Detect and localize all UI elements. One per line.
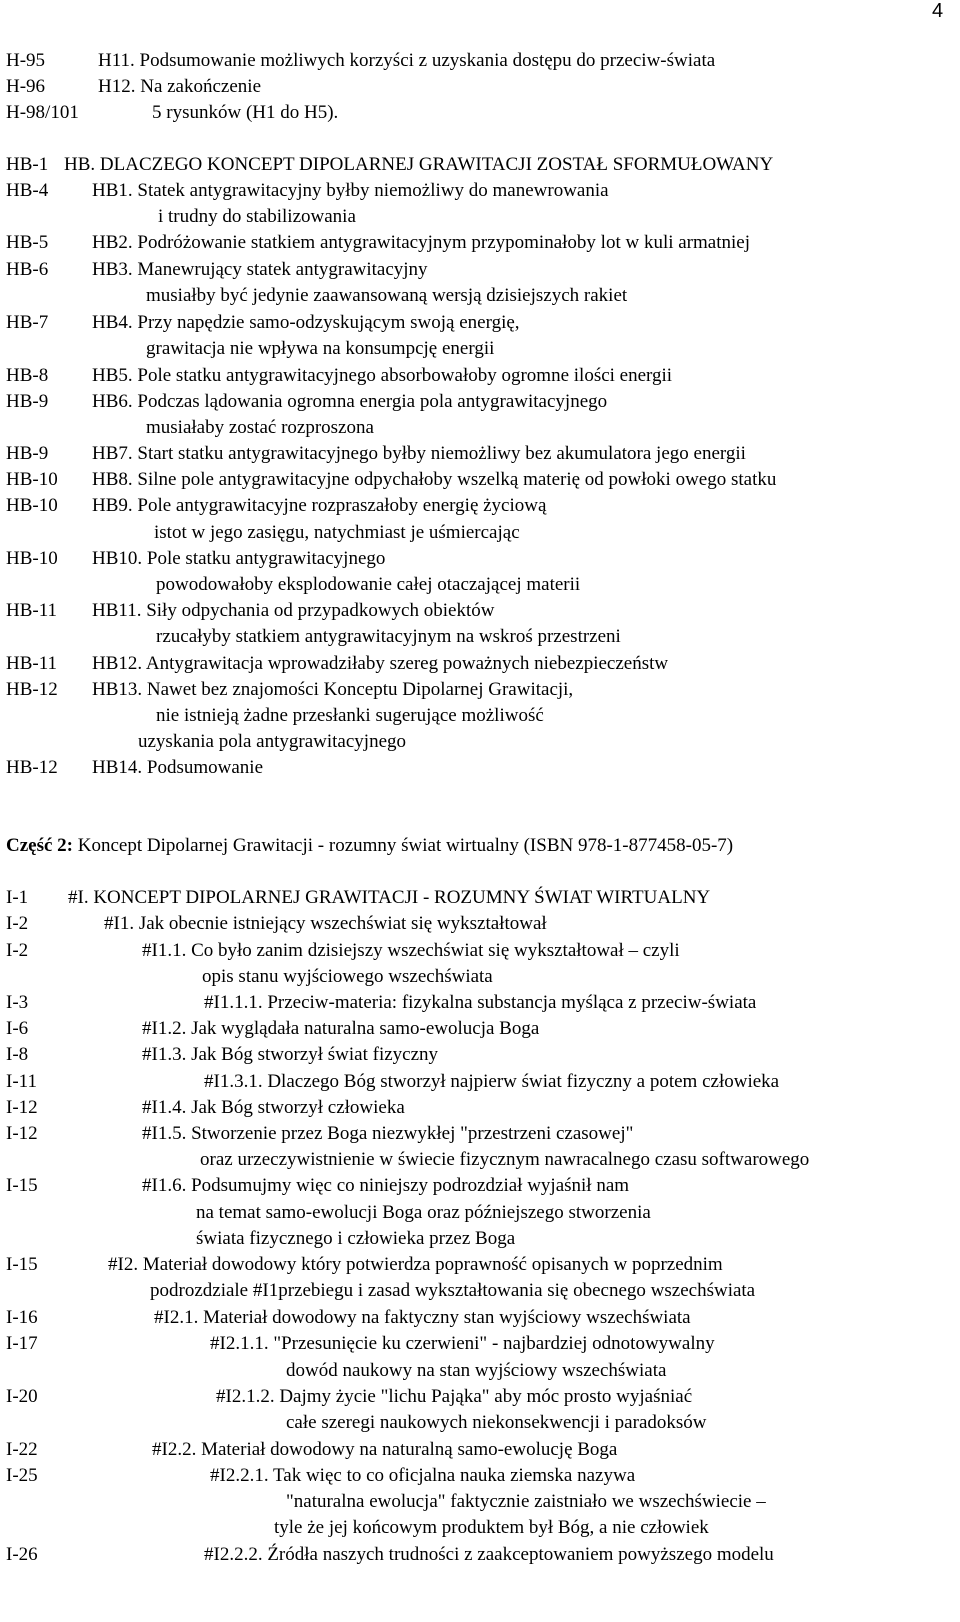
toc-entry: #I1.3.1. Dlaczego Bóg stworzył najpierw świat fizyczny a potem człowieka (204, 1071, 780, 1092)
toc-entry: HB14. Podsumowanie (92, 757, 263, 778)
toc-entry: #I1.1.1. Przeciw-materia: fizykalna substancja myśląca z przeciw-świata (204, 992, 757, 1013)
toc-entry: #I1.6. Podsumujmy więc co niniejszy podrozdział wyjaśnił nam (142, 1175, 630, 1196)
toc-page-ref: I-11 (6, 1071, 37, 1092)
toc-entry-continuation: na temat samo-ewolucji Boga oraz późniejszego stworzenia (196, 1202, 651, 1223)
toc-page-ref: I-3 (6, 992, 29, 1013)
toc-entry: #I1.4. Jak Bóg stworzył człowieka (142, 1097, 405, 1118)
toc-row (0, 310, 960, 336)
part-heading-label: Część 2: (6, 835, 73, 856)
toc-row (0, 624, 960, 650)
toc-row (0, 1173, 960, 1199)
toc-page-ref: HB-1 (6, 154, 49, 175)
toc-page-ref: I-12 (6, 1123, 38, 1144)
toc-entry: HB6. Podczas lądowania ogromna energia pola antygrawitacyjnego (92, 391, 608, 412)
toc-entry: HB8. Silne pole antygrawitacyjne odpychałoby wszelką materię od powłoki owego statku (92, 469, 777, 490)
toc-page-ref: I-16 (6, 1307, 38, 1328)
toc-entry-continuation: powodowałoby eksplodowanie całej otaczającej materii (156, 574, 581, 595)
toc-page-ref: HB-11 (6, 653, 58, 674)
toc-page-ref: HB-10 (6, 469, 58, 490)
toc-section-heading: HB. DLACZEGO KONCEPT DIPOLARNEJ GRAWITACJI ZOSTAŁ SFORMUŁOWANY (64, 154, 774, 175)
toc-row (0, 1437, 960, 1463)
toc-page-ref: HB-9 (6, 443, 49, 464)
toc-row (0, 389, 960, 415)
toc-row (0, 152, 960, 178)
toc-entry-continuation: świata fizycznego i człowieka przez Boga (196, 1228, 516, 1249)
toc-entry: #I1. Jak obecnie istniejący wszechświat się wykształtował (104, 913, 547, 934)
toc-row (0, 1542, 960, 1568)
toc-row (0, 1278, 960, 1304)
toc-page-ref: H-96 (6, 76, 46, 97)
toc-page-ref: I-8 (6, 1044, 29, 1065)
toc-row (0, 336, 960, 362)
toc-entry: HB10. Pole statku antygrawitacyjnego (92, 548, 386, 569)
toc-page-ref: HB-7 (6, 312, 49, 333)
toc-page-ref: I-20 (6, 1386, 38, 1407)
toc-row (0, 100, 960, 126)
toc-page-ref: I-15 (6, 1254, 38, 1275)
toc-row (0, 283, 960, 309)
toc-entry-continuation: i trudny do stabilizowania (158, 206, 356, 227)
toc-row (0, 1305, 960, 1331)
toc-page-ref: I-2 (6, 913, 29, 934)
toc-row (0, 546, 960, 572)
toc-row (0, 1095, 960, 1121)
toc-page-ref: HB-12 (6, 757, 58, 778)
toc-page-ref: H-95 (6, 50, 46, 71)
toc-entry-continuation: nie istnieją żadne przesłanki sugerujące możliwość (156, 705, 544, 726)
toc-row (0, 755, 960, 781)
toc-row (0, 1384, 960, 1410)
toc-row (0, 1463, 960, 1489)
toc-entry-continuation: istot w jego zasięgu, natychmiast je uśmiercając (154, 522, 520, 543)
toc-row (0, 1147, 960, 1173)
toc-row (0, 1515, 960, 1541)
toc-entry: #I2.2.1. Tak więc to co oficjalna nauka ziemska nazywa (210, 1465, 636, 1486)
toc-entry: HB7. Start statku antygrawitacyjnego byłby niemożliwy bez akumulatora jego energii (92, 443, 746, 464)
toc-page-ref: HB-6 (6, 259, 49, 280)
toc-page-ref: I-25 (6, 1465, 38, 1486)
toc-page-ref: HB-4 (6, 180, 49, 201)
toc-page-ref: I-26 (6, 1544, 38, 1565)
toc-page-ref: I-6 (6, 1018, 29, 1039)
toc-row (0, 729, 960, 755)
toc-page-ref: I-12 (6, 1097, 38, 1118)
toc-row (0, 703, 960, 729)
toc-section-heading: #I. KONCEPT DIPOLARNEJ GRAWITACJI - ROZUMNY ŚWIAT WIRTUALNY (68, 887, 711, 908)
toc-page-ref: I-17 (6, 1333, 38, 1354)
toc-row (0, 74, 960, 100)
toc-row (0, 885, 960, 911)
toc-entry-continuation: grawitacja nie wpływa na konsumpcję energii (146, 338, 495, 359)
toc-entry: HB1. Statek antygrawitacyjny byłby niemożliwy do manewrowania (92, 180, 609, 201)
toc-page-ref: I-22 (6, 1439, 38, 1460)
toc-entry-continuation: podrozdziale #I1przebiegu i zasad wykształtowania się obecnego wszechświata (150, 1280, 756, 1301)
toc-entry: HB4. Przy napędzie samo-odzyskującym swoją energię, (92, 312, 520, 333)
toc-entry-continuation: dowód naukowy na stan wyjściowy wszechświata (286, 1360, 667, 1381)
toc-entry: #I1.1. Co było zanim dzisiejszy wszechświat się wykształtował – czyli (142, 940, 680, 961)
toc-page-ref: I-1 (6, 887, 29, 908)
toc-entry-continuation: rzucałyby statkiem antygrawitacyjnym na wskroś przestrzeni (156, 626, 621, 647)
toc-page-ref: HB-11 (6, 600, 58, 621)
toc-row (0, 363, 960, 389)
toc-page-ref: I-15 (6, 1175, 38, 1196)
toc-page-ref: HB-12 (6, 679, 58, 700)
toc-entry: H11. Podsumowanie możliwych korzyści z uzyskania dostępu do przeciw-świata (98, 50, 716, 71)
toc-entry: #I1.2. Jak wyglądała naturalna samo-ewolucja Boga (142, 1018, 540, 1039)
toc-entry: #I2. Materiał dowodowy który potwierdza poprawność opisanych w poprzednim (108, 1254, 723, 1275)
toc-row (0, 467, 960, 493)
toc-entry: HB12. Antygrawitacja wprowadziłaby szereg poważnych niebezpieczeństw (92, 653, 669, 674)
toc-page-ref: HB-10 (6, 548, 58, 569)
toc-row (0, 1069, 960, 1095)
toc-row (0, 441, 960, 467)
toc-entry-continuation: musiałaby zostać rozproszona (146, 417, 374, 438)
toc-row (0, 520, 960, 546)
toc-row (0, 1226, 960, 1252)
toc-row (0, 911, 960, 937)
toc-entry-continuation: całe szeregi naukowych niekonsekwencji i paradoksów (286, 1412, 707, 1433)
toc-row (0, 178, 960, 204)
toc-page-ref: H-98/101 (6, 102, 79, 123)
toc-entry: H12. Na zakończenie (98, 76, 262, 97)
toc-row (0, 1410, 960, 1436)
toc-entry-continuation: oraz urzeczywistnienie w świecie fizycznym nawracalnego czasu softwarowego (200, 1149, 810, 1170)
toc-row (0, 677, 960, 703)
toc-row (0, 230, 960, 256)
toc-row (0, 1489, 960, 1515)
toc-entry: #I2.1.2. Dajmy życie "lichu Pająka" aby móc prosto wyjaśniać (216, 1386, 693, 1407)
toc-row (0, 651, 960, 677)
toc-row (0, 1358, 960, 1384)
toc-row (0, 572, 960, 598)
toc-entry-continuation: musiałby być jedynie zaawansowaną wersją dzisiejszych rakiet (146, 285, 628, 306)
toc-entry: #I2.2. Materiał dowodowy na naturalną samo-ewolucję Boga (152, 1439, 618, 1460)
toc-entry-continuation: tyle że jej końcowym produktem był Bóg, a nie człowiek (274, 1517, 709, 1538)
toc-row (0, 1200, 960, 1226)
part-heading (6, 833, 733, 859)
toc-entry: HB9. Pole antygrawitacyjne rozpraszałoby energię życiową (92, 495, 547, 516)
toc-page-ref: HB-9 (6, 391, 49, 412)
toc-row (0, 1121, 960, 1147)
toc-row (0, 415, 960, 441)
toc-row (0, 1252, 960, 1278)
toc-entry: #I2.1.1. "Przesunięcie ku czerwieni" - najbardziej odnotowywalny (210, 1333, 715, 1354)
toc-entry: 5 rysunków (H1 do H5). (152, 102, 339, 123)
toc-entry-continuation: uzyskania pola antygrawitacyjnego (138, 731, 407, 752)
part-heading-title: Koncept Dipolarnej Grawitacji - rozumny świat wirtualny (ISBN 978-1-877458-05-7) (73, 835, 734, 856)
toc-page-ref: HB-5 (6, 232, 49, 253)
toc-row (0, 48, 960, 74)
toc-row (0, 964, 960, 990)
toc-entry-continuation: opis stanu wyjściowego wszechświata (202, 966, 493, 987)
toc-page-ref: HB-10 (6, 495, 58, 516)
toc-row (0, 598, 960, 624)
toc-row (0, 493, 960, 519)
toc-row (0, 1042, 960, 1068)
toc-row (0, 1331, 960, 1357)
toc-entry: #I1.3. Jak Bóg stworzył świat fizyczny (142, 1044, 439, 1065)
toc-entry: #I2.1. Materiał dowodowy na faktyczny stan wyjściowy wszechświata (154, 1307, 691, 1328)
toc-page-ref: HB-8 (6, 365, 49, 386)
toc-row (0, 1016, 960, 1042)
toc-entry-continuation: "naturalna ewolucja" faktycznie zaistniało we wszechświecie – (286, 1491, 766, 1512)
toc-entry: HB5. Pole statku antygrawitacyjnego absorbowałoby ogromne ilości energii (92, 365, 673, 386)
toc-row (0, 257, 960, 283)
toc-entry: #I2.2.2. Źródła naszych trudności z zaakceptowaniem powyższego modelu (204, 1544, 774, 1565)
toc-row (0, 990, 960, 1016)
toc-entry: HB13. Nawet bez znajomości Konceptu Dipolarnej Grawitacji, (92, 679, 574, 700)
toc-entry: #I1.5. Stworzenie przez Boga niezwykłej "przestrzeni czasowej" (142, 1123, 634, 1144)
toc-entry: HB11. Siły odpychania od przypadkowych obiektów (92, 600, 495, 621)
toc-page-ref: I-2 (6, 940, 29, 961)
toc-row (0, 204, 960, 230)
page-number: 4 (932, 0, 944, 22)
toc-row (0, 938, 960, 964)
toc-entry: HB2. Podróżowanie statkiem antygrawitacyjnym przypominałoby lot w kuli armatniej (92, 232, 750, 253)
toc-entry: HB3. Manewrujący statek antygrawitacyjny (92, 259, 428, 280)
